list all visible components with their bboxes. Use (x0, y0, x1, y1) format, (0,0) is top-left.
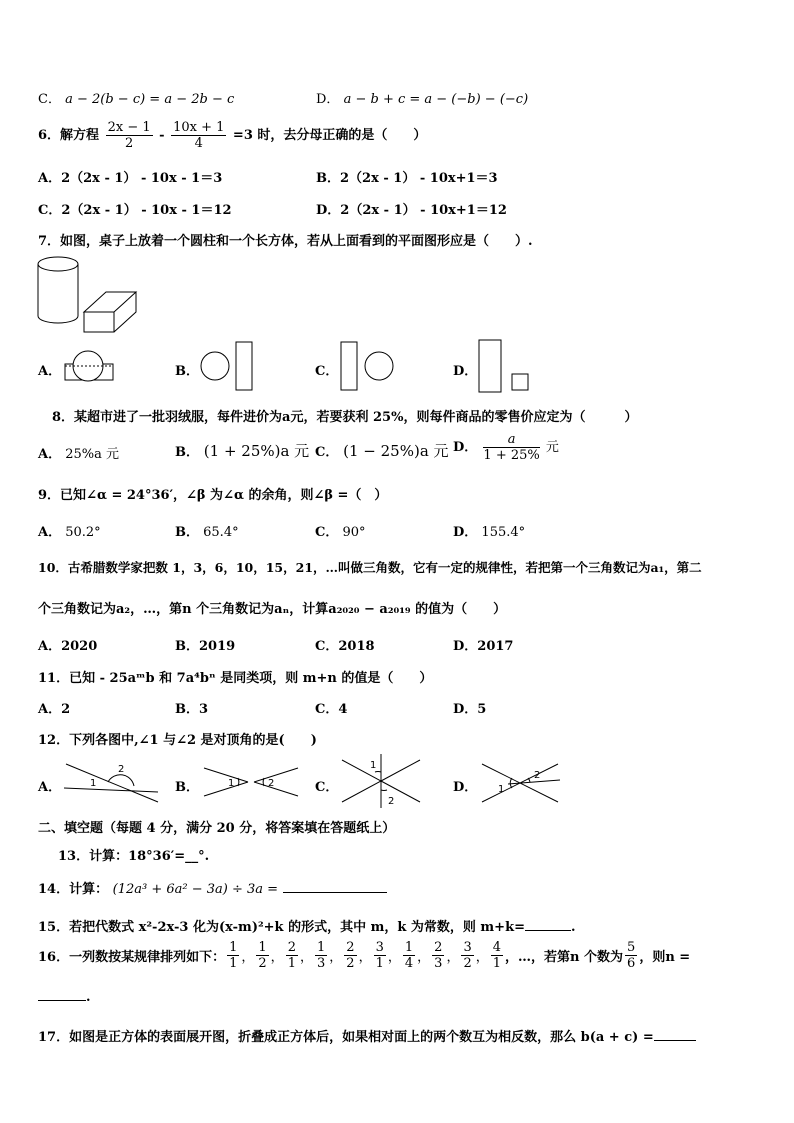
option-label: D． (453, 702, 478, 717)
q16-sequence-fraction (461, 940, 473, 971)
separator: ， (358, 950, 372, 965)
q16-sequence-fraction (315, 940, 327, 971)
option-text: 155.4° (481, 525, 526, 540)
q6-option-c (38, 199, 232, 218)
q14-expression: (12a³ + 6a² − 3a) ÷ 3a = (112, 882, 279, 897)
q6-option-a (38, 167, 222, 186)
q7-option-b-figure (198, 340, 258, 394)
q16-target-fraction (625, 940, 637, 971)
option-label: A． (38, 702, 62, 717)
q14-stem (38, 878, 387, 897)
angle-1-label: 1 (228, 778, 235, 789)
q16-tail: ，则n = (639, 950, 691, 965)
q6-option-d (316, 199, 507, 218)
q11-option-d (453, 698, 486, 717)
option-text: 50.2° (65, 525, 101, 540)
q6-option-b (316, 167, 498, 186)
option-label: C． (38, 92, 61, 107)
q7-cylinder-box-figure (36, 254, 142, 336)
q7-label-a: A． (38, 364, 62, 379)
angle-2-label: 2 (534, 770, 541, 781)
q6-fraction-1 (106, 120, 153, 151)
q16-answer-blank[interactable] (38, 1000, 86, 1001)
frac-numerator: 1 (258, 940, 267, 955)
q16-sequence-fraction (227, 940, 239, 971)
frac-denominator: 2 (124, 136, 134, 151)
option-text: 90° (342, 525, 366, 540)
q16-sequence-fraction (374, 940, 386, 971)
q16-sequence-fraction (286, 940, 298, 971)
q15-answer-blank[interactable] (525, 930, 571, 931)
q6-minus: - (159, 128, 165, 143)
separator: ， (329, 950, 343, 965)
option-text: a − b + c = a − (−b) − (−c) (343, 92, 529, 107)
frac-denominator: 1 (287, 956, 296, 971)
q16-sequence (225, 940, 505, 971)
option-text: 2017 (477, 639, 514, 654)
frac-denominator: 2 (346, 956, 355, 971)
angle-1-label: 1 (90, 778, 97, 789)
separator: ， (241, 950, 255, 965)
q16-sequence-fraction (256, 940, 268, 971)
q17-stem (38, 1026, 696, 1045)
option-text: 2018 (338, 639, 375, 654)
option-text: 2019 (199, 639, 236, 654)
q16-sequence-fraction (432, 940, 444, 971)
separator: ， (446, 950, 460, 965)
q8-d-fraction (483, 432, 539, 463)
section-fill-blank-heading: 二、填空题（每题 4 分，满分 20 分，将答案填在答题纸上） (38, 821, 396, 836)
option-label: B． (175, 445, 199, 460)
q10-option-b (175, 635, 235, 654)
option-label: D． (453, 639, 478, 654)
q10-stem-line-2: 个三角数记为a₂，…，第n 个三角数记为aₙ，计算a₂₀₂₀ − a₂₀₁₉ 的值为（ ） (38, 602, 507, 617)
option-text: 65.4° (203, 525, 239, 540)
q7-label-b: B． (175, 364, 199, 379)
q7-option-a-figure (62, 348, 118, 384)
q16-sequence-fraction (403, 940, 415, 971)
option-text: 25%a 元 (65, 447, 120, 462)
q15-end: . (570, 920, 576, 935)
frac-numerator: 3 (375, 940, 384, 955)
q9-option-c (315, 521, 366, 540)
option-text: 2（2x - 1） - 10x - 1＝12 (61, 203, 232, 218)
q12-label-d: D． (453, 780, 478, 795)
q6-fraction-2 (171, 120, 226, 151)
option-label: C． (315, 639, 339, 654)
frac-denominator: 1 (375, 956, 384, 971)
q11-option-a (38, 698, 70, 717)
option-text: (1 + 25%)a 元 (203, 442, 310, 460)
option-label: D． (316, 92, 340, 107)
q11-option-b (175, 698, 208, 717)
q11-stem: 11．已知 - 25aᵐb 和 7a⁴bⁿ 是同类项，则 m+n 的值是（ ） (38, 671, 433, 686)
option-text: 4 (338, 702, 348, 717)
q12-label-b: B． (175, 780, 199, 795)
q7-label-d: D． (453, 364, 478, 379)
q16-mid: ，…，若第n 个数为 (505, 950, 624, 965)
q7-option-c-figure (338, 340, 398, 394)
option-text: (1 − 25%)a 元 (343, 442, 449, 460)
q16-end: . (86, 990, 91, 1005)
option-label: C． (315, 445, 339, 460)
q5-option-c (38, 88, 234, 107)
q12-option-c-figure (338, 752, 424, 810)
q8-option-b (175, 440, 309, 461)
angle-2-label: 2 (388, 796, 395, 807)
frac-numerator: a (483, 432, 539, 448)
option-text: 2 (61, 702, 71, 717)
option-label: B． (175, 639, 199, 654)
q15-text: 15．若把代数式 x²-2x-3 化为(x-m)²+k 的形式，其中 m，k 为常数，则 m+k= (38, 920, 525, 935)
option-text: 3 (199, 702, 209, 717)
q16-sequence-fraction (491, 940, 503, 971)
q13-stem: 13．计算：18°36′=__°. (58, 849, 210, 864)
q17-text: 17．如图是正方体的表面展开图，折叠成正方体后，如果相对面上的两个数互为相反数，那么 b(a + c) = (38, 1030, 654, 1045)
angle-1-label: 1 (370, 760, 377, 771)
option-label: C． (315, 525, 339, 540)
separator: ， (475, 950, 489, 965)
q8-stem: 8．某超市进了一批羽绒服，每件进价为a元，若要获利 25%，则每件商品的零售价应定为（ ） (52, 410, 638, 425)
frac-numerator: 4 (492, 940, 502, 955)
q8-option-d (453, 432, 559, 463)
q16-stem (38, 940, 690, 971)
q12-option-b-figure (200, 764, 302, 800)
q17-answer-blank[interactable] (654, 1040, 696, 1041)
q6-suffix: =3 时，去分母正确的是（ ） (232, 128, 427, 143)
frac-numerator: 1 (229, 940, 238, 955)
q10-option-a (38, 635, 97, 654)
frac-numerator: 10x + 1 (173, 120, 225, 135)
q9-option-d (453, 521, 525, 540)
option-label: A． (38, 639, 62, 654)
option-label: C． (315, 702, 339, 717)
frac-numerator: 2 (434, 940, 443, 955)
frac-denominator: 1 (229, 956, 238, 971)
frac-numerator: 3 (463, 940, 472, 955)
option-label: B． (175, 702, 199, 717)
option-text: 2020 (61, 639, 98, 654)
q12-option-a-figure (60, 758, 162, 808)
option-label: D． (316, 203, 341, 218)
angle-2-label: 2 (118, 764, 125, 775)
option-label: A． (38, 447, 62, 462)
frac-numerator: 2x − 1 (107, 120, 151, 135)
unit: 元 (545, 440, 559, 455)
option-text: 2（2x - 1） - 10x+1＝12 (340, 203, 507, 218)
frac-denominator: 2 (463, 956, 472, 971)
option-text: 2（2x - 1） - 10x+1＝3 (340, 171, 498, 186)
q12-label-c: C． (315, 780, 339, 795)
q14-answer-blank[interactable] (283, 892, 387, 893)
angle-2-label: 2 (268, 778, 275, 789)
q16-answer-line (38, 990, 91, 1005)
q8-option-c (315, 440, 449, 461)
option-text: 5 (477, 702, 487, 717)
option-label: B． (316, 171, 340, 186)
option-label: B． (175, 525, 199, 540)
frac-denominator: 1 (492, 956, 502, 971)
q10-option-c (315, 635, 375, 654)
frac-denominator: 6 (627, 956, 636, 971)
frac-denominator: 1 + 25% (483, 448, 540, 463)
frac-numerator: 2 (346, 940, 355, 955)
frac-numerator: 5 (627, 940, 636, 955)
q12-stem: 12．下列各图中,∠1 与∠2 是对顶角的是( ) (38, 733, 317, 748)
q12-label-a: A． (38, 780, 62, 795)
angle-1-label: 1 (498, 784, 505, 795)
option-text: 2（2x - 1） - 10x - 1＝3 (61, 171, 223, 186)
q15-stem (38, 916, 576, 935)
q9-stem: 9．已知∠α = 24°36′，∠β 为∠α 的余角，则∠β =（ ） (38, 488, 388, 503)
option-label: A． (38, 171, 62, 186)
q5-option-d (316, 88, 528, 107)
q7-stem: 7．如图，桌子上放着一个圆柱和一个长方体，若从上面看到的平面图形应是（ ）. (38, 234, 533, 249)
frac-denominator: 2 (258, 956, 267, 971)
q16-sequence-fraction (344, 940, 356, 971)
separator: ， (299, 950, 313, 965)
q8-option-a (38, 443, 119, 462)
q6-prefix: 6．解方程 (38, 128, 100, 143)
separator: ， (417, 950, 431, 965)
frac-numerator: 2 (287, 940, 296, 955)
frac-denominator: 4 (194, 136, 203, 151)
option-text: a − 2(b − c) = a − 2b − c (65, 92, 235, 107)
option-label: A． (38, 525, 62, 540)
q14-prefix: 14．计算： (38, 882, 109, 897)
q10-stem-line-1: 10．古希腊数学家把数 1，3，6，10，15，21，…叫做三角数，它有一定的规律性，若把第一个三角数记为a₁，第二 (38, 560, 702, 575)
q16-prefix: 16．一列数按某规律排列如下： (38, 950, 226, 965)
separator: ， (270, 950, 284, 965)
q11-option-c (315, 698, 347, 717)
frac-denominator: 4 (404, 956, 414, 971)
frac-denominator: 3 (316, 956, 326, 971)
option-label: D． (453, 525, 478, 540)
q12-option-d-figure (478, 760, 562, 806)
q6-stem (38, 120, 426, 151)
frac-numerator: 1 (404, 940, 414, 955)
q10-option-d (453, 635, 513, 654)
frac-denominator: 3 (434, 956, 443, 971)
q9-option-b (175, 521, 239, 540)
q7-label-c: C． (315, 364, 339, 379)
separator: ， (387, 950, 401, 965)
q9-option-a (38, 521, 101, 540)
option-label: C． (38, 203, 62, 218)
frac-numerator: 1 (316, 940, 326, 955)
option-label: D． (453, 440, 478, 455)
q7-option-d-figure (476, 338, 534, 396)
